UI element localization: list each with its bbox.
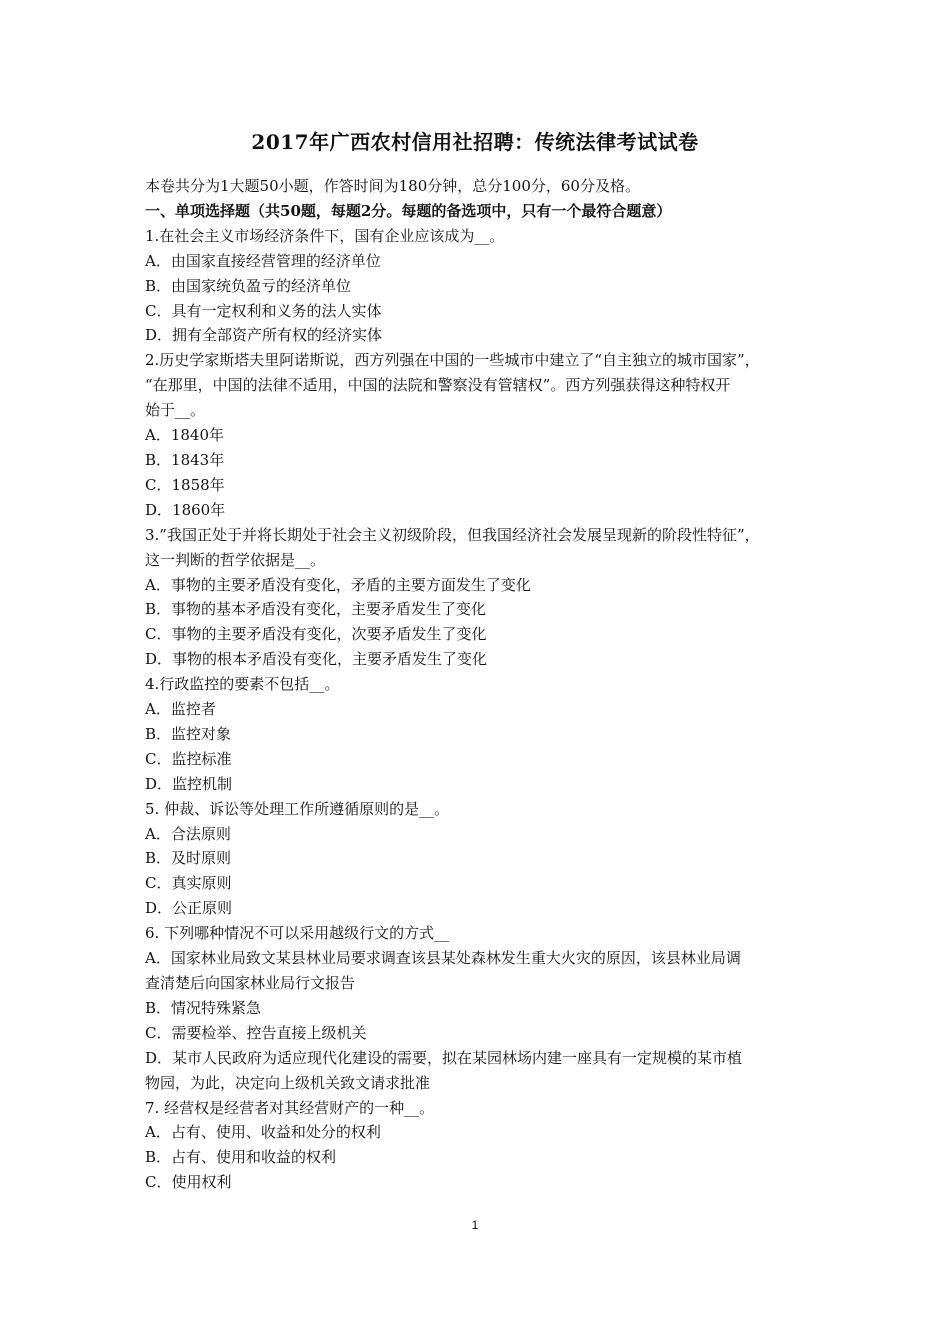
- text-line: 3.”我国正处于并将长期处于社会主义初级阶段，但我国经济社会发展呈现新的阶段性特征”，: [145, 525, 760, 544]
- text-line: A．事物的主要矛盾没有变化，矛盾的主要方面发生了变化: [145, 575, 531, 594]
- text-line: C．具有一定权利和义务的法人实体: [145, 301, 382, 320]
- text-line: B．情况特殊紧急: [145, 998, 262, 1017]
- text-line: 物园，为此，决定向上级机关致文请求批准: [145, 1073, 431, 1092]
- text-line: 2.历史学家斯塔夫里阿诺斯说，西方列强在中国的一些城市中建立了“自主独立的城市国家”，: [145, 351, 760, 370]
- text-line: A．合法原则: [145, 824, 231, 843]
- text-line: 这一判断的哲学依据是__。: [145, 550, 326, 569]
- question-list: [145, 224, 825, 1195]
- text-line: B．占有、使用和收益的权利: [145, 1148, 337, 1167]
- page-title: 2017年广西农村信用社招聘：传统法律考试试卷: [251, 130, 699, 154]
- text-line: 6. 下列哪种情况不可以采用越级行文的方式__: [145, 924, 450, 943]
- text-line: 1.在社会主义市场经济条件下，国有企业应该成为__。: [145, 226, 505, 245]
- text-line: C．监控标准: [145, 749, 232, 768]
- text-line: “在那里，中国的法律不适用，中国的法院和警察没有管辖权”。西方列强获得这种特权开: [145, 376, 731, 395]
- text-line: D．监控机制: [145, 774, 233, 793]
- text-line: 5. 仲裁、诉讼等处理工作所遵循原则的是__。: [145, 799, 450, 818]
- text-line: A．由国家直接经营管理的经济单位: [145, 251, 381, 270]
- text-line: D．事物的根本矛盾没有变化，主要矛盾发生了变化: [145, 650, 488, 669]
- text-line: D．公正原则: [145, 899, 233, 918]
- text-line: 7. 经营权是经营者对其经营财产的一种__。: [145, 1098, 435, 1117]
- text-line: A．国家林业局致文某县林业局要求调查该县某处森林发生重大火灾的原因，该县林业局调: [145, 949, 741, 968]
- text-line: D．某市人民政府为适应现代化建设的需要，拟在某园林场内建一座具有一定规模的某市植: [145, 1048, 743, 1067]
- section-heading: 一、单项选择题（共50题，每题2分。每题的备选项中，只有一个最符合题意）: [145, 201, 672, 220]
- text-line: B．及时原则: [145, 849, 232, 868]
- text-line: B．事物的基本矛盾没有变化，主要矛盾发生了变化: [145, 600, 487, 619]
- text-line: 始于__。: [145, 401, 206, 420]
- text-line: A．监控者: [145, 700, 216, 719]
- text-line: C．事物的主要矛盾没有变化，次要矛盾发生了变化: [145, 625, 487, 644]
- text-line: 查清楚后向国家林业局行文报告: [145, 974, 356, 992]
- text-line: B．由国家统负盈亏的经济单位: [145, 276, 352, 295]
- exam-content: [145, 174, 825, 1195]
- text-line: B．监控对象: [145, 724, 232, 743]
- exam-intro: 本卷共分为1大题50小题，作答时间为180分钟，总分100分，60分及格。: [145, 177, 640, 195]
- text-line: C．1858年: [145, 475, 225, 494]
- text-line: D．1860年: [145, 500, 226, 519]
- text-line: C．需要检举、控告直接上级机关: [145, 1023, 367, 1042]
- text-line: C．使用权利: [145, 1173, 232, 1192]
- page-number: 1: [471, 1218, 479, 1232]
- text-line: D．拥有全部资产所有权的经济实体: [145, 326, 383, 345]
- text-line: B．1843年: [145, 450, 225, 469]
- text-line: C．真实原则: [145, 874, 232, 893]
- text-line: 4.行政监控的要素不包括__。: [145, 675, 340, 694]
- text-line: A．占有、使用、收益和处分的权利: [145, 1123, 381, 1142]
- text-line: A．1840年: [145, 426, 225, 445]
